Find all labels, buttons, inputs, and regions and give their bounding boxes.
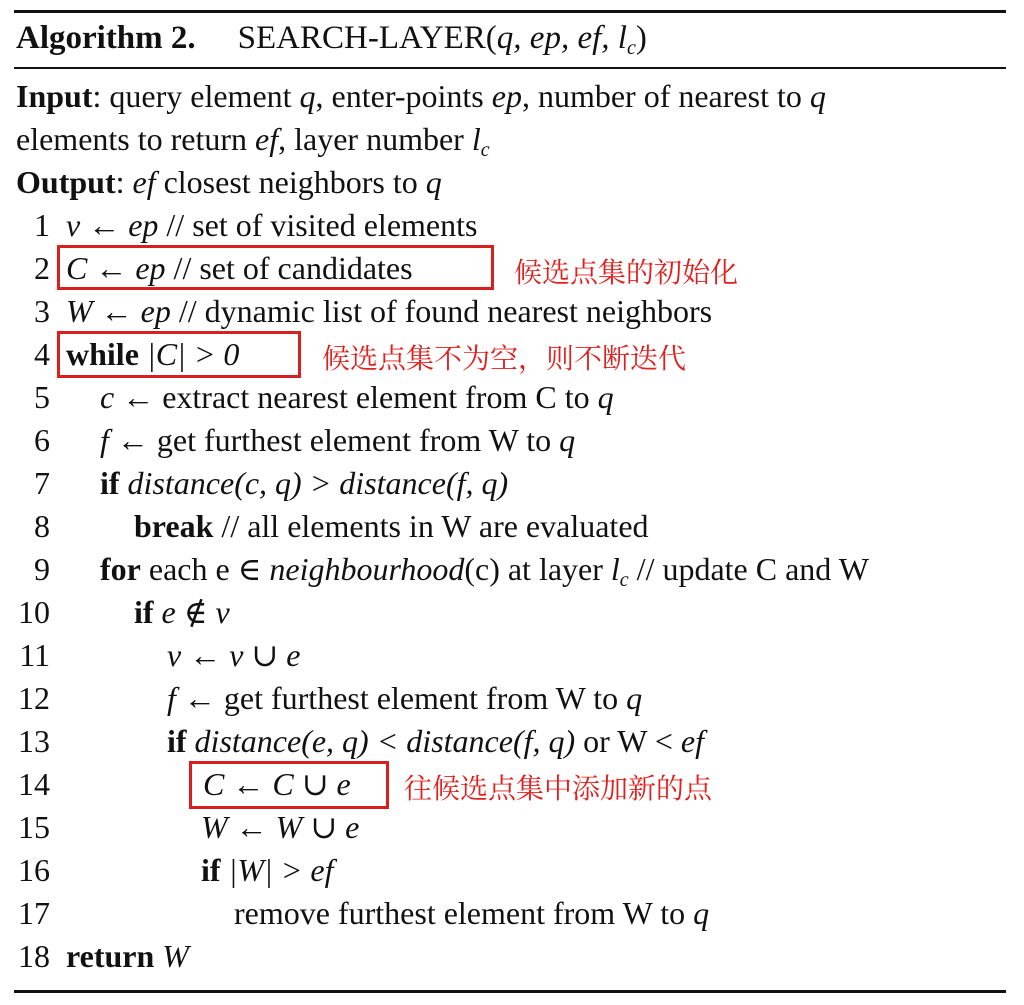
line-number: 4 [34, 336, 50, 372]
line-number: 2 [34, 250, 50, 286]
line-number: 9 [34, 551, 50, 587]
algorithm-header [16, 20, 647, 66]
bottom-rule [14, 990, 1006, 993]
line-number: 7 [34, 465, 50, 501]
line-number: 1 [34, 207, 50, 243]
highlight-box-line-4 [57, 331, 301, 378]
input-label: Input [16, 78, 93, 114]
line-number: 14 [18, 766, 50, 802]
algorithm-signature-sub: c [626, 37, 636, 59]
highlight-box-line-2 [57, 245, 494, 290]
algorithm-signature-params: q, ep, ef, l [496, 20, 627, 56]
algorithm-signature-name: SEARCH-LAYER( [237, 20, 497, 56]
annotation-while-candidates: 候选点集不为空，则不断迭代 [322, 342, 687, 375]
line-number: 15 [18, 809, 50, 845]
line-number: 13 [18, 723, 50, 759]
annotation-init-candidates: 候选点集的初始化 [514, 256, 739, 289]
line-number: 12 [18, 680, 50, 716]
line-number: 16 [18, 852, 50, 888]
line-number: 3 [34, 293, 50, 329]
line-number: 5 [34, 379, 50, 415]
algorithm-signature-close: ) [635, 20, 647, 56]
output-label: Output [16, 164, 116, 200]
line-number: 17 [18, 895, 50, 931]
line-number: 18 [18, 938, 50, 974]
annotation-add-candidate: 往候选点集中添加新的点 [404, 772, 713, 805]
top-rule [14, 10, 1006, 13]
header-rule [14, 67, 1006, 69]
highlight-box-line-14 [189, 761, 389, 809]
line-number: 11 [19, 637, 50, 673]
algorithm-label: Algorithm 2. [16, 20, 196, 56]
line-number: 10 [18, 594, 50, 630]
line-number: 8 [34, 508, 50, 544]
line-number: 6 [34, 422, 50, 458]
